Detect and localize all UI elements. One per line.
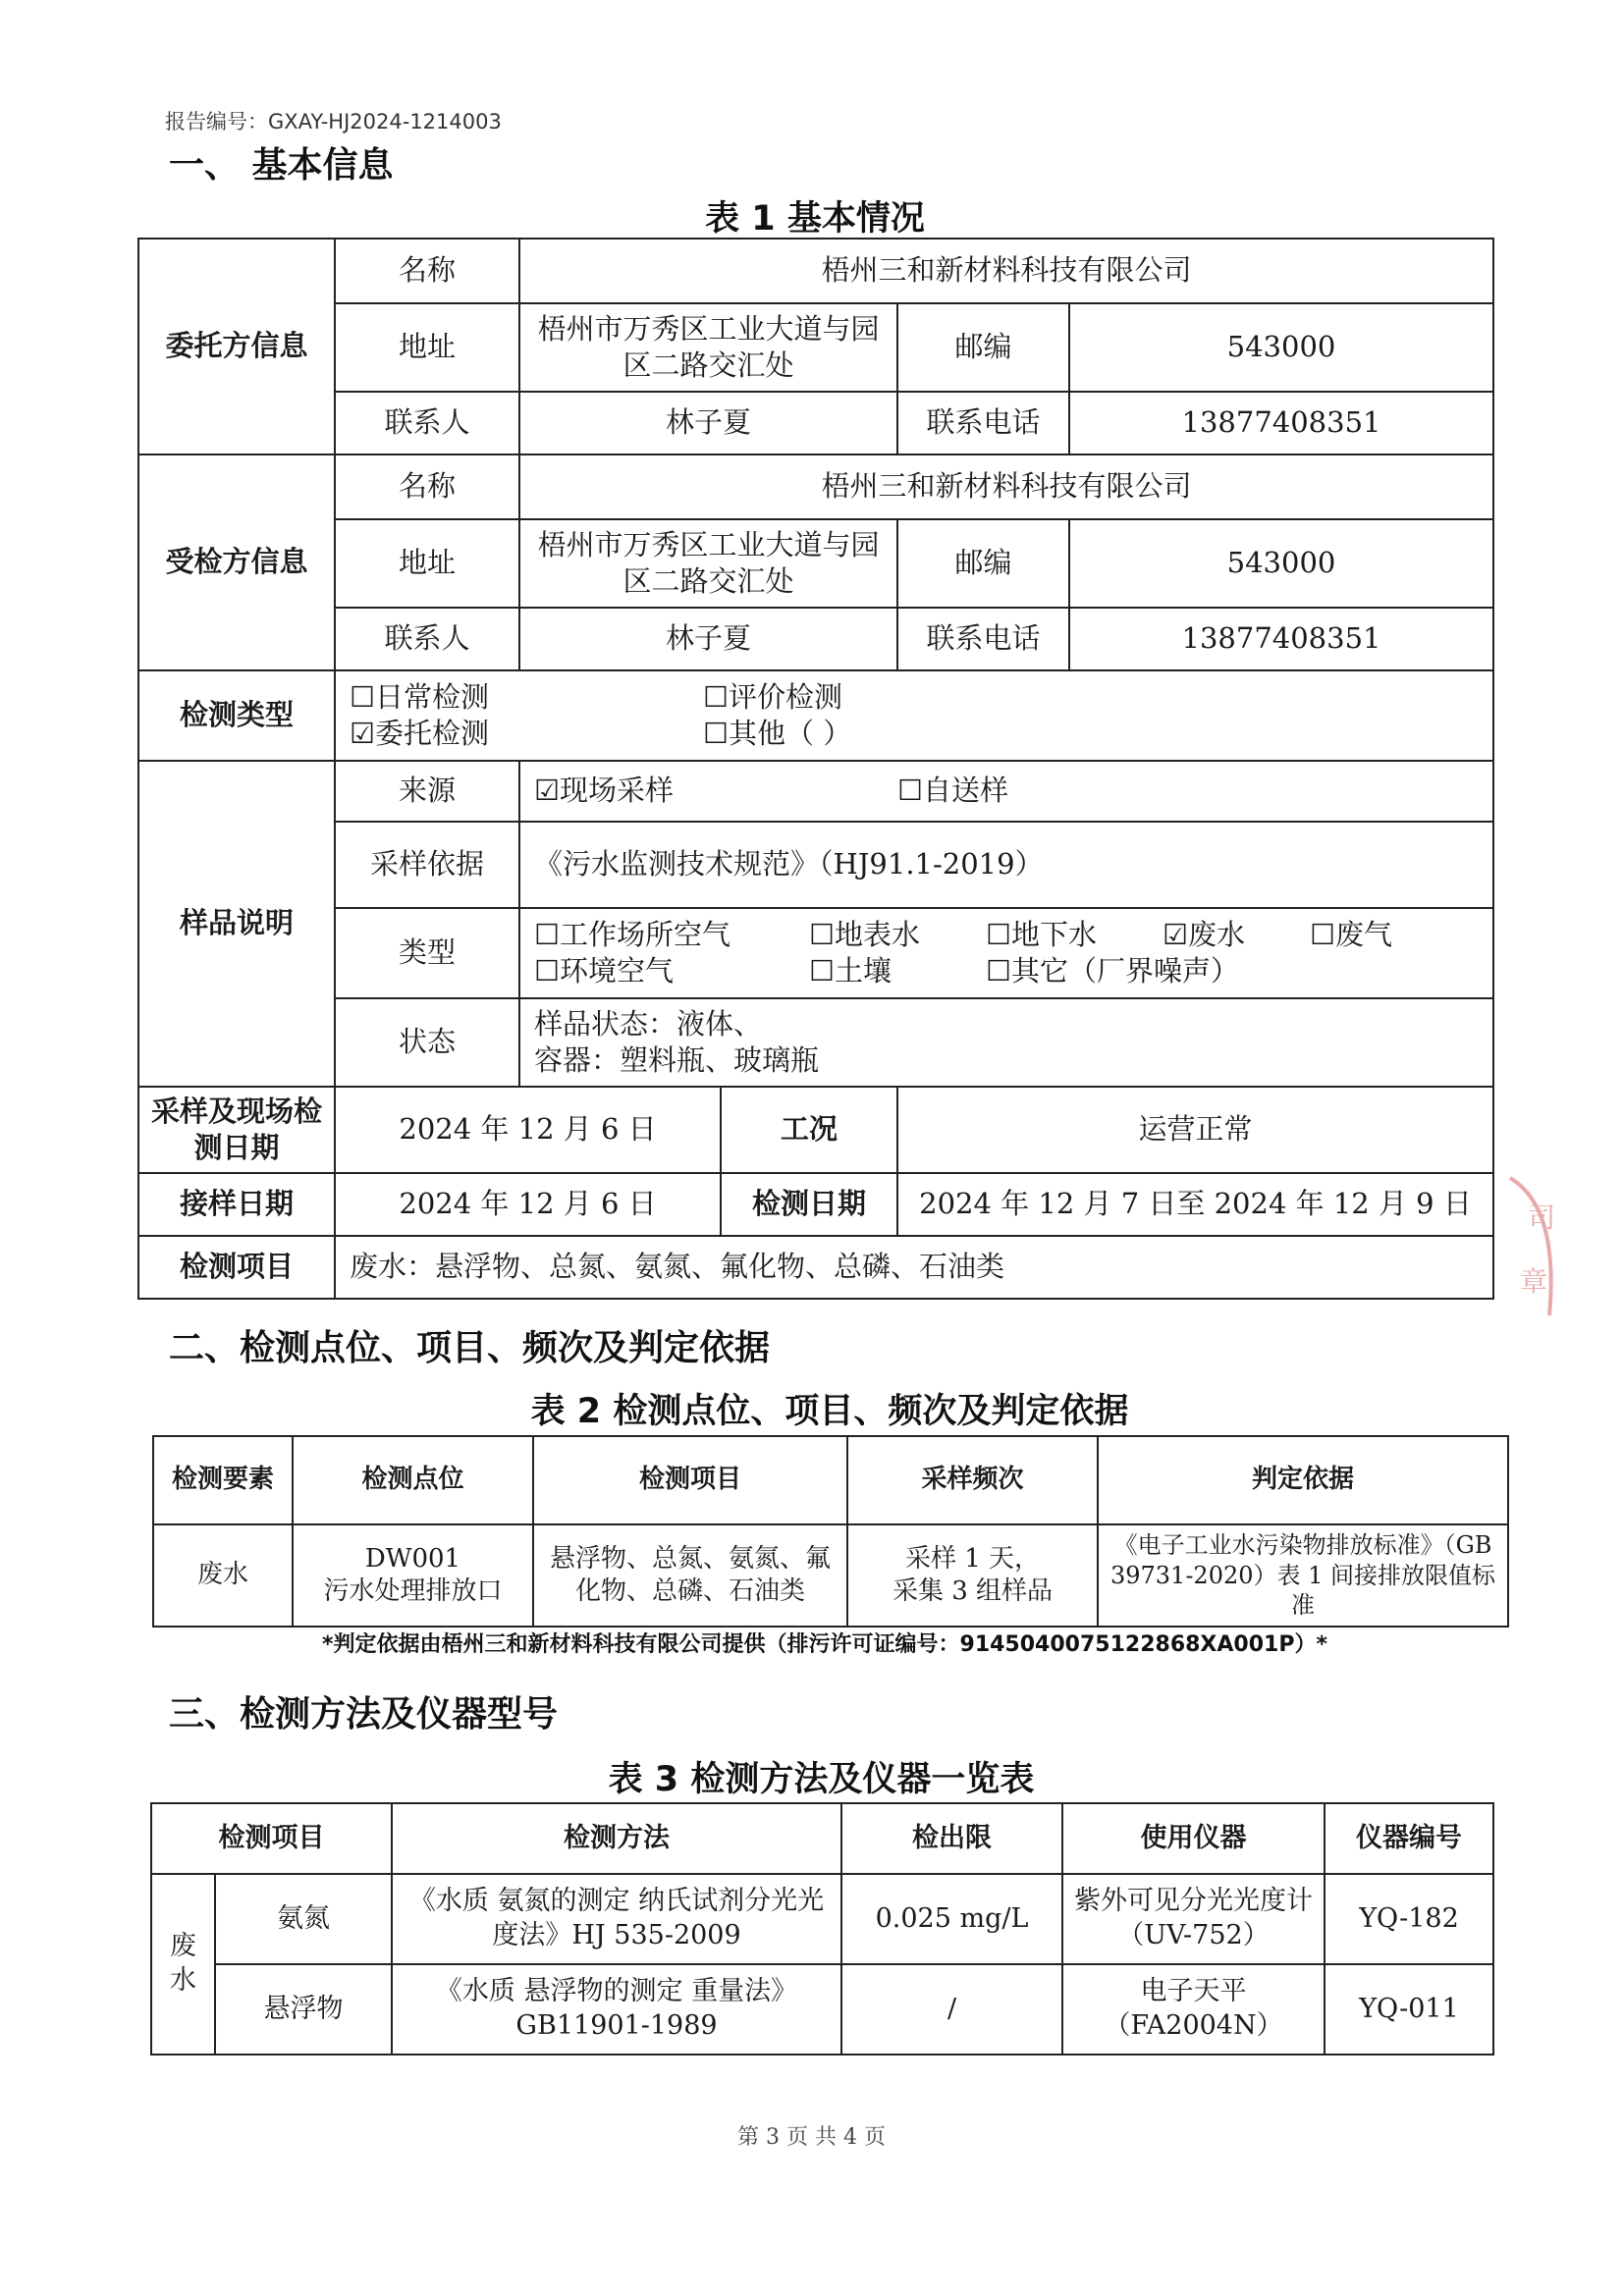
client-address-label: 地址 (335, 303, 519, 392)
t2-header-point: 检测点位 (293, 1436, 533, 1524)
client-name-label: 名称 (335, 239, 519, 303)
inspected-postcode-label: 邮编 (897, 519, 1069, 608)
client-name: 梧州三和新材料科技有限公司 (519, 239, 1493, 303)
t3-method: 《水质 氨氮的测定 纳氏试剂分光光度法》HJ 535-2009 (392, 1874, 841, 1964)
source-onsite-checkbox[interactable]: ☑现场采样 (534, 774, 674, 808)
test-type-options (335, 670, 1493, 761)
sampling-date: 2024 年 12 月 6 日 (335, 1087, 721, 1173)
test-type-commissioned-checkbox[interactable]: ☑委托检测 (350, 717, 489, 750)
t2-point-code: DW001 (364, 1543, 461, 1574)
test-items-label: 检测项目 (138, 1236, 335, 1299)
seal-stamp-fragment (1490, 1168, 1584, 1325)
inspected-name: 梧州三和新材料科技有限公司 (519, 454, 1493, 519)
test-type-label: 检测类型 (138, 670, 335, 761)
t2-header-element: 检测要素 (153, 1436, 293, 1524)
t2-point-name: 污水处理排放口 (323, 1576, 503, 1606)
type-other-noise-checkbox[interactable]: ☐其它（厂界噪声） (986, 954, 1239, 988)
table-1-title: 表 1 基本情况 (705, 199, 925, 239)
t3-group: 废水 (151, 1874, 215, 2055)
sample-basis-label: 采样依据 (335, 822, 519, 908)
type-groundwater-checkbox[interactable]: ☐地下水 (986, 917, 1097, 951)
receive-date-label: 接样日期 (138, 1173, 335, 1236)
t3-method: 《水质 悬浮物的测定 重量法》GB11901-1989 (392, 1964, 841, 2055)
sample-source-options (519, 761, 1493, 822)
type-waste-gas-checkbox[interactable]: ☐废气 (1310, 917, 1392, 951)
t3-code: YQ-011 (1325, 1964, 1493, 2055)
type-soil-checkbox[interactable]: ☐土壤 (809, 954, 892, 988)
client-address: 梧州市万秀区工业大道与园区二路交汇处 (519, 303, 897, 392)
test-date: 2024 年 12 月 7 日至 2024 年 12 月 9 日 (897, 1173, 1493, 1236)
svg-text:司: 司 (1528, 1201, 1556, 1234)
t2-header-items: 检测项目 (533, 1436, 847, 1524)
t2-items: 悬浮物、总氮、氨氮、氟化物、总磷、石油类 (533, 1524, 847, 1627)
sample-label: 样品说明 (138, 761, 335, 1087)
condition-label: 工况 (721, 1087, 897, 1173)
t3-header-instrument: 使用仪器 (1062, 1803, 1325, 1874)
type-ambient-air-checkbox[interactable]: ☐环境空气 (534, 954, 674, 988)
t3-header-method: 检测方法 (392, 1803, 841, 1874)
inspected-postcode: 543000 (1069, 519, 1493, 608)
t3-limit: / (841, 1964, 1062, 2055)
t3-header-code: 仪器编号 (1325, 1803, 1493, 1874)
sample-status-line-2: 容器：塑料瓶、玻璃瓶 (534, 1043, 820, 1077)
sampling-date-label: 采样及现场检测日期 (138, 1087, 335, 1173)
t3-item: 氨氮 (215, 1874, 392, 1964)
sample-type-label: 类型 (335, 908, 519, 998)
monitoring-points-table (152, 1435, 1509, 1628)
client-contact: 林子夏 (519, 392, 897, 454)
table-row (153, 1524, 1508, 1627)
inspected-name-label: 名称 (335, 454, 519, 519)
test-type-routine-checkbox[interactable]: ☐日常检测 (350, 679, 489, 714)
t2-basis: 《电子工业水污染物排放标准》（GB 39731-2020）表 1 间接排放限值标准 (1098, 1524, 1508, 1627)
sample-type-options (519, 908, 1493, 998)
t3-limit: 0.025 mg/L (841, 1874, 1062, 1964)
client-group-label: 委托方信息 (138, 239, 335, 454)
table-2-title: 表 2 检测点位、项目、频次及判定依据 (530, 1392, 1129, 1431)
section-1-title: 一、 基本信息 (169, 145, 394, 186)
svg-text:章: 章 (1520, 1265, 1548, 1298)
table-3-title: 表 3 检测方法及仪器一览表 (608, 1760, 1035, 1799)
sample-source-label: 来源 (335, 761, 519, 822)
type-workplace-air-checkbox[interactable]: ☐工作场所空气 (534, 917, 730, 951)
t2-header-frequency: 采样频次 (847, 1436, 1098, 1524)
condition: 运营正常 (897, 1087, 1493, 1173)
t2-frequency-line-2: 采集 3 组样品 (892, 1576, 1054, 1606)
table-row (151, 1874, 1493, 1964)
t2-frequency (847, 1524, 1098, 1627)
inspected-contact-label: 联系人 (335, 608, 519, 670)
section-3-title: 三、检测方法及仪器型号 (169, 1694, 559, 1735)
type-wastewater-checkbox[interactable]: ☑废水 (1163, 917, 1245, 951)
table-2-footnote: *判定依据由梧州三和新材料科技有限公司提供（排污许可证编号：9145040075122868XA001P）* (322, 1632, 1327, 1657)
test-type-other-checkbox[interactable]: ☐其他（ ） (703, 717, 852, 750)
sample-status (519, 998, 1493, 1087)
t3-instrument: 紫外可见分光光度计（UV-752） (1062, 1874, 1325, 1964)
t3-code: YQ-182 (1325, 1874, 1493, 1964)
report-number: 报告编号：GXAY-HJ2024-1214003 (165, 110, 502, 133)
source-self-delivered-checkbox[interactable]: ☐自送样 (897, 774, 1008, 808)
test-items: 废水：悬浮物、总氮、氨氮、氟化物、总磷、石油类 (335, 1236, 1493, 1299)
t2-header-basis: 判定依据 (1098, 1436, 1508, 1524)
receive-date: 2024 年 12 月 6 日 (335, 1173, 721, 1236)
test-type-evaluation-checkbox[interactable]: ☐评价检测 (703, 679, 842, 714)
page-number: 第 3 页 共 4 页 (737, 2125, 886, 2150)
table-row (151, 1964, 1493, 2055)
sample-status-line-1: 样品状态：液体、 (534, 1006, 763, 1041)
t2-point (293, 1524, 533, 1627)
inspected-address-label: 地址 (335, 519, 519, 608)
t2-frequency-line-1: 采样 1 天， (904, 1543, 1041, 1574)
t3-instrument: 电子天平（FA2004N） (1062, 1964, 1325, 2055)
client-phone: 13877408351 (1069, 392, 1493, 454)
client-postcode-label: 邮编 (897, 303, 1069, 392)
t3-header-limit: 检出限 (841, 1803, 1062, 1874)
client-phone-label: 联系电话 (897, 392, 1069, 454)
basic-info-table (137, 238, 1494, 1300)
inspected-group-label: 受检方信息 (138, 454, 335, 670)
sample-basis: 《污水监测技术规范》（HJ91.1-2019） (519, 822, 1493, 908)
inspected-address: 梧州市万秀区工业大道与园区二路交汇处 (519, 519, 897, 608)
client-contact-label: 联系人 (335, 392, 519, 454)
t2-element: 废水 (153, 1524, 293, 1627)
t3-header-item: 检测项目 (151, 1803, 392, 1874)
methods-instruments-table (150, 1802, 1494, 2056)
inspected-contact: 林子夏 (519, 608, 897, 670)
test-date-label: 检测日期 (721, 1173, 897, 1236)
t3-item: 悬浮物 (215, 1964, 392, 2055)
sample-status-label: 状态 (335, 998, 519, 1087)
section-2-title: 二、检测点位、项目、频次及判定依据 (169, 1328, 771, 1368)
client-postcode: 543000 (1069, 303, 1493, 392)
inspected-phone-label: 联系电话 (897, 608, 1069, 670)
type-surface-water-checkbox[interactable]: ☐地表水 (809, 917, 920, 951)
inspected-phone: 13877408351 (1069, 608, 1493, 670)
